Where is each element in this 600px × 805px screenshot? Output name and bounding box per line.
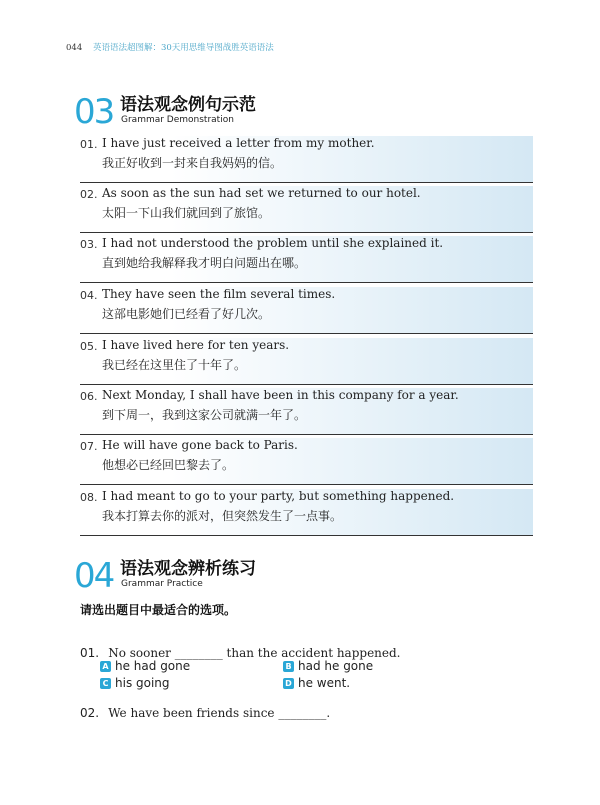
option-c[interactable] — [100, 676, 170, 690]
example-chinese: 我正好收到一封来自我妈妈的信。 — [102, 156, 283, 170]
option-a[interactable] — [100, 659, 190, 673]
example-number: 04. — [80, 289, 98, 302]
example-number: 03. — [80, 238, 98, 251]
section-title: 语法观念例句示范 — [120, 95, 256, 115]
book-title: 英语语法超图解：30天用思维导图战胜英语语法 — [92, 43, 274, 53]
section-number: 03 — [74, 92, 114, 132]
example-english: I have just received a letter from my mother. — [102, 136, 375, 150]
example-number: 08. — [80, 491, 98, 504]
example-chinese: 我本打算去你的派对，但突然发生了一点事。 — [102, 509, 343, 523]
example-english: They have seen the film several times. — [102, 287, 336, 301]
question-number: 01. — [80, 646, 100, 660]
page-number: 044 — [66, 43, 83, 53]
option-letter-badge: A — [100, 661, 111, 672]
option-text: he had gone — [115, 659, 191, 673]
option-letter-badge: B — [283, 661, 294, 672]
option-d[interactable] — [283, 676, 350, 690]
example-number: 07. — [80, 440, 98, 453]
section-number: 04 — [74, 556, 114, 596]
example-english: As soon as the sun had set we returned to our hotel. — [102, 186, 421, 200]
example-english: I had not understood the problem until she explained it. — [102, 236, 444, 250]
option-text: had he gone — [298, 659, 374, 673]
example-number: 02. — [80, 188, 98, 201]
example-item — [80, 236, 533, 283]
example-chinese: 直到她给我解释我才明白问题出在哪。 — [102, 256, 307, 270]
example-item — [80, 438, 533, 485]
option-text: his going — [115, 676, 170, 690]
example-item — [80, 388, 533, 435]
example-chinese: 这部电影她们已经看了好几次。 — [102, 307, 271, 321]
question-number: 02. — [80, 706, 100, 720]
example-chinese: 我已经在这里住了十年了。 — [102, 358, 247, 372]
section-subtitle: Grammar Demonstration — [121, 115, 234, 125]
example-item — [80, 287, 533, 334]
example-number: 06. — [80, 390, 98, 403]
example-chinese: 太阳一下山我们就回到了旅馆。 — [102, 206, 271, 220]
section-subtitle: Grammar Practice — [121, 579, 203, 589]
example-item — [80, 186, 533, 233]
question — [80, 702, 330, 721]
example-english: Next Monday, I shall have been in this company for a year. — [102, 388, 459, 402]
example-english: He will have gone back to Paris. — [102, 438, 298, 452]
example-number: 05. — [80, 340, 98, 353]
section-title: 语法观念辨析练习 — [120, 559, 256, 579]
question-text: No sooner ________ than the accident happened. — [108, 646, 401, 660]
option-text: he went. — [298, 676, 351, 690]
example-english: I have lived here for ten years. — [102, 338, 290, 352]
example-item — [80, 489, 533, 536]
question-text: We have been friends since ________. — [108, 706, 331, 720]
example-english: I had meant to go to your party, but something happened. — [102, 489, 455, 503]
example-chinese: 到下周一，我到这家公司就满一年了。 — [102, 408, 307, 422]
example-chinese: 他想必已经回巴黎去了。 — [102, 458, 235, 472]
instruction-text: 请选出题目中最适合的选项。 — [80, 603, 237, 617]
example-item — [80, 136, 533, 183]
option-letter-badge: C — [100, 678, 111, 689]
option-letter-badge: D — [283, 678, 294, 689]
example-number: 01. — [80, 138, 98, 151]
running-header — [66, 41, 274, 53]
example-item — [80, 338, 533, 385]
option-b[interactable] — [283, 659, 373, 673]
